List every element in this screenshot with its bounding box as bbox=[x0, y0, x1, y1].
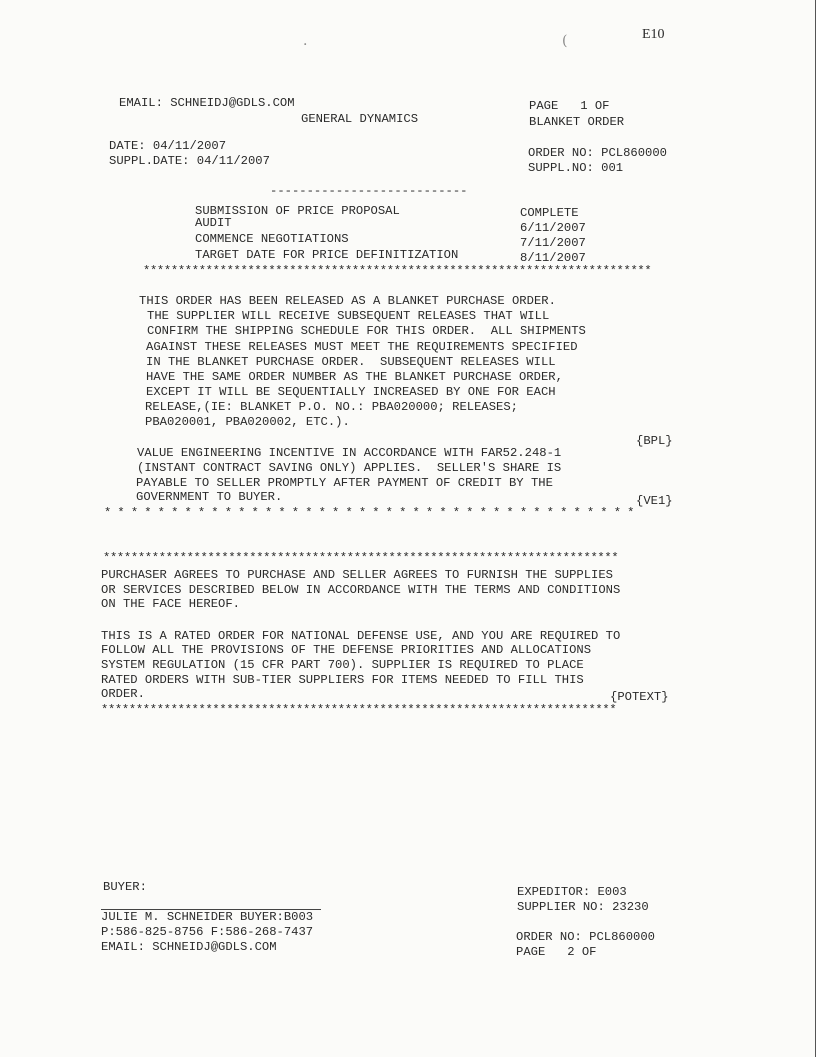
rated-line: ORDER. bbox=[101, 687, 145, 701]
schedule-label: COMMENCE NEGOTIATIONS bbox=[195, 232, 349, 246]
order-number: ORDER NO: PCL860000 bbox=[528, 146, 667, 160]
suppl-date: SUPPL.DATE: 04/11/2007 bbox=[109, 154, 270, 168]
schedule-label: AUDIT bbox=[195, 216, 232, 230]
ve-line: PAYABLE TO SELLER PROMPTLY AFTER PAYMENT OF CREDIT BY THE bbox=[136, 476, 553, 490]
rated-line: SYSTEM REGULATION (15 CFR PART 700). SUPPLIER IS REQUIRED TO PLACE bbox=[101, 658, 584, 672]
blanket-line: THE SUPPLIER WILL RECEIVE SUBSEQUENT RELEASES THAT WILL bbox=[147, 309, 550, 323]
blanket-line: THIS ORDER HAS BEEN RELEASED AS A BLANKET PURCHASE ORDER. bbox=[139, 294, 556, 308]
star-separator: ************************************************************************** bbox=[103, 551, 619, 565]
order-date: DATE: 04/11/2007 bbox=[109, 139, 227, 153]
order-type: BLANKET ORDER bbox=[529, 115, 625, 129]
blanket-line: CONFIRM THE SHIPPING SCHEDULE FOR THIS ORDER. ALL SHIPMENTS bbox=[147, 324, 586, 338]
blanket-line: HAVE THE SAME ORDER NUMBER AS THE BLANKET PURCHASE ORDER, bbox=[146, 370, 563, 384]
star-separator: ************************************************************************** bbox=[101, 703, 617, 717]
schedule-value: COMPLETE bbox=[520, 206, 579, 220]
page-indicator: PAGE 1 OF bbox=[529, 99, 610, 113]
schedule-value: 8/11/2007 bbox=[520, 251, 586, 265]
clause-code: {BPL} bbox=[636, 434, 673, 448]
ve-line: VALUE ENGINEERING INCENTIVE IN ACCORDANCE WITH FAR52.248-1 bbox=[137, 446, 562, 460]
expeditor: EXPEDITOR: E003 bbox=[517, 885, 627, 899]
scan-mark: ( bbox=[562, 33, 568, 49]
agreement-line: PURCHASER AGREES TO PURCHASE AND SELLER AGREES TO FURNISH THE SUPPLIES bbox=[101, 568, 613, 582]
schedule-value: 6/11/2007 bbox=[520, 221, 586, 235]
star-separator: ************************************************************************* bbox=[143, 264, 652, 278]
blanket-line: AGAINST THESE RELEASES MUST MEET THE REQUIREMENTS SPECIFIED bbox=[146, 340, 578, 354]
rated-line: FOLLOW ALL THE PROVISIONS OF THE DEFENSE PRIORITIES AND ALLOCATIONS bbox=[101, 643, 592, 657]
agreement-line: ON THE FACE HEREOF. bbox=[101, 597, 240, 611]
clause-code: {POTEXT} bbox=[610, 690, 669, 704]
ve-line: (INSTANT CONTRACT SAVING ONLY) APPLIES. SELLER'S SHARE IS bbox=[137, 461, 562, 475]
schedule-label: TARGET DATE FOR PRICE DEFINITIZATION bbox=[195, 248, 459, 262]
schedule-divider: --------------------------- bbox=[270, 184, 468, 198]
scan-mark: · bbox=[303, 37, 308, 53]
blanket-line: EXCEPT IT WILL BE SEQUENTIALLY INCREASED BY ONE FOR EACH bbox=[146, 385, 556, 399]
suppl-number: SUPPL.NO: 001 bbox=[528, 161, 624, 175]
header-email: EMAIL: SCHNEIDJ@GDLS.COM bbox=[119, 96, 295, 110]
buyer-name: JULIE M. SCHNEIDER BUYER:B003 bbox=[101, 910, 314, 924]
dotted-separator: **************************************** bbox=[104, 506, 641, 520]
clause-code: {VE1} bbox=[636, 494, 673, 508]
company-name: GENERAL DYNAMICS bbox=[301, 112, 419, 126]
buyer-label: BUYER: bbox=[103, 880, 147, 894]
footer-order-number: ORDER NO: PCL860000 bbox=[516, 930, 655, 944]
schedule-value: 7/11/2007 bbox=[520, 236, 586, 250]
rated-line: RATED ORDERS WITH SUB-TIER SUPPLIERS FOR ITEMS NEEDED TO FILL THIS bbox=[101, 673, 584, 687]
buyer-phone: P:586-825-8756 F:586-268-7437 bbox=[101, 925, 314, 939]
corner-code: E10 bbox=[642, 27, 665, 42]
blanket-line: PBA020001, PBA020002, ETC.). bbox=[145, 415, 350, 429]
blanket-line: IN THE BLANKET PURCHASE ORDER. SUBSEQUENT RELEASES WILL bbox=[146, 355, 556, 369]
footer-page: PAGE 2 OF bbox=[516, 945, 597, 959]
buyer-email: EMAIL: SCHNEIDJ@GDLS.COM bbox=[101, 940, 277, 954]
blanket-line: RELEASE,(IE: BLANKET P.O. NO.: PBA020000; RELEASES; bbox=[145, 400, 518, 414]
supplier-number: SUPPLIER NO: 23230 bbox=[517, 900, 649, 914]
schedule-label: SUBMISSION OF PRICE PROPOSAL bbox=[195, 204, 400, 218]
ve-line: GOVERNMENT TO BUYER. bbox=[136, 490, 283, 504]
agreement-line: OR SERVICES DESCRIBED BELOW IN ACCORDANCE WITH THE TERMS AND CONDITIONS bbox=[101, 583, 621, 597]
rated-line: THIS IS A RATED ORDER FOR NATIONAL DEFENSE USE, AND YOU ARE REQUIRED TO bbox=[101, 629, 621, 643]
